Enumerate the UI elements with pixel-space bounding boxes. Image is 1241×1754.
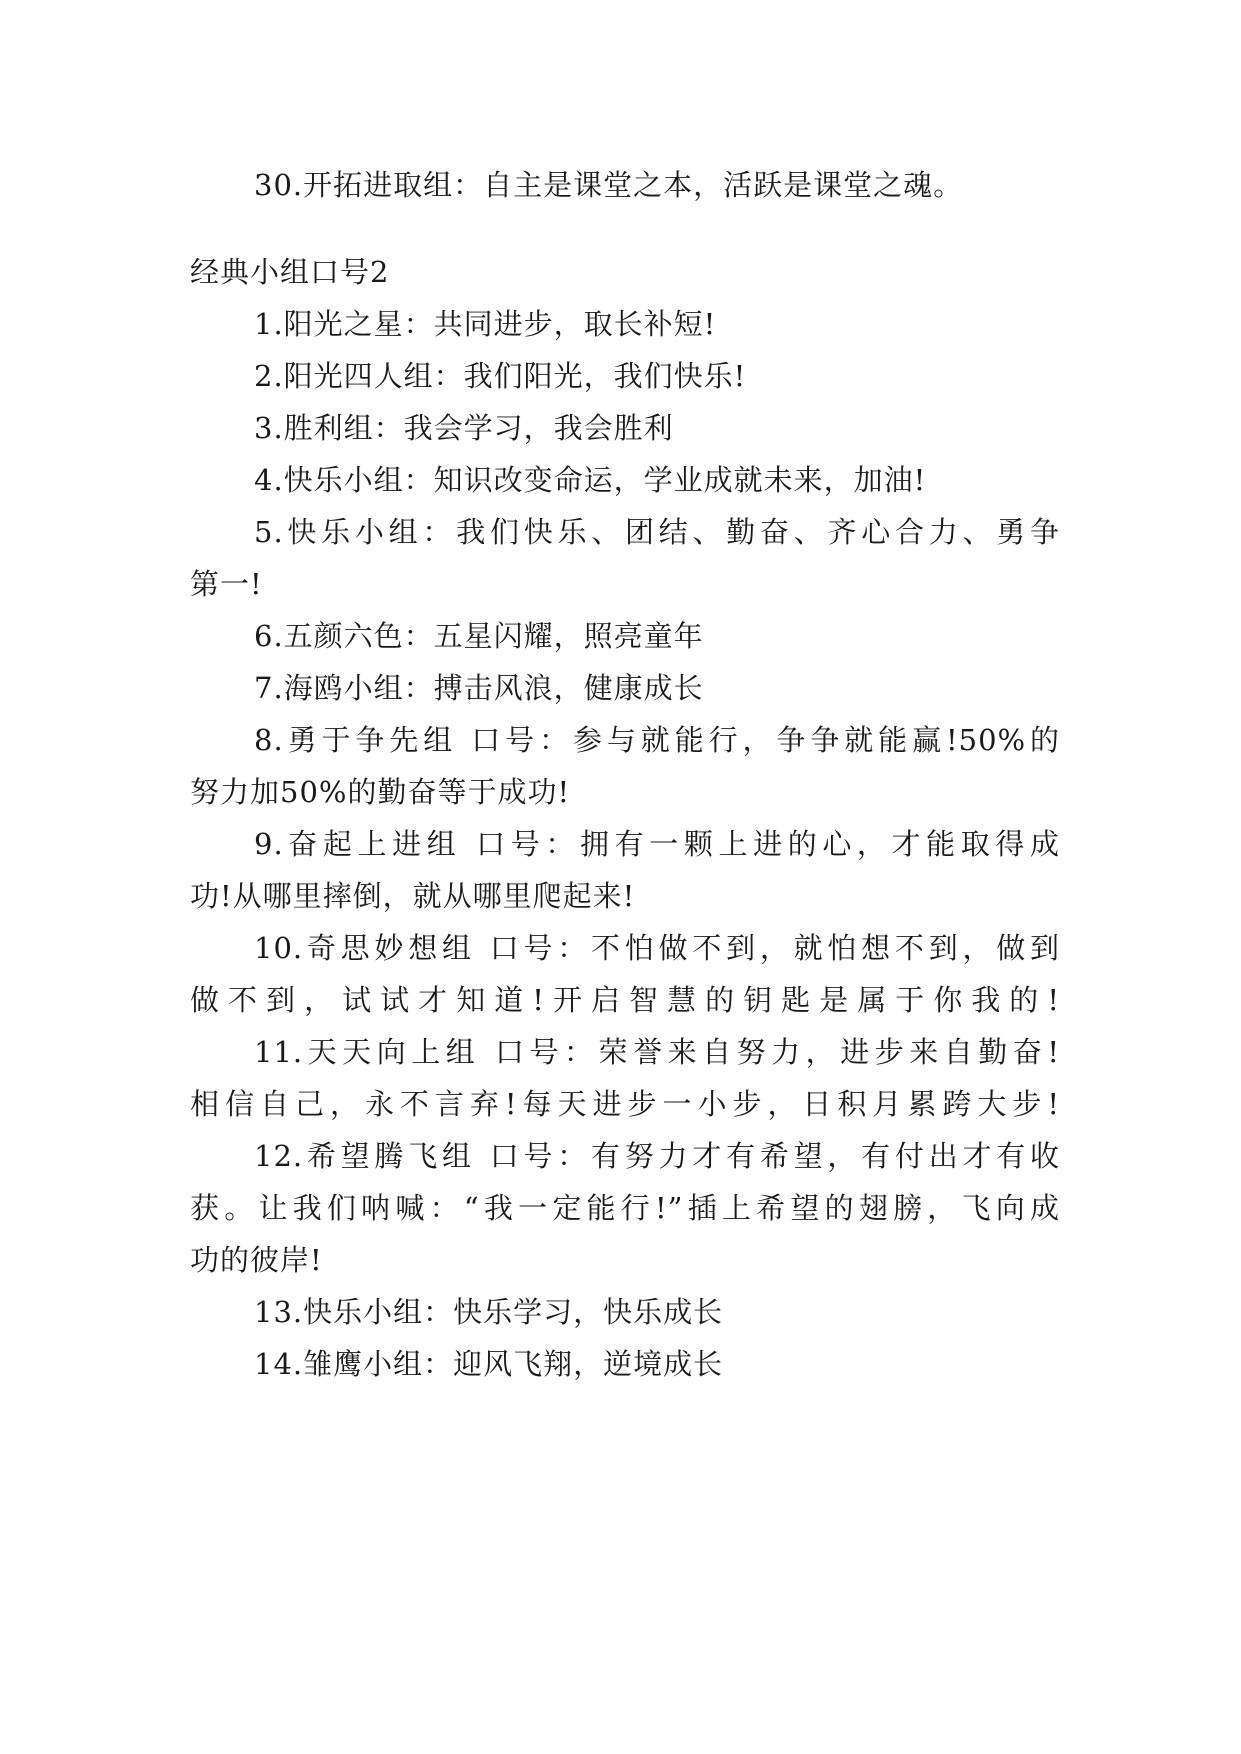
list-item-continuation: 获。让我们呐喊：“我一定能行!”插上希望的翅膀，飞向成 xyxy=(190,1191,1060,1225)
list-item: 14.雏鹰小组：迎风飞翔，逆境成长 xyxy=(254,1347,724,1381)
list-item: 5.快乐小组：我们快乐、团结、勤奋、齐心合力、勇争 xyxy=(254,515,1060,549)
list-item: 30.开拓进取组：自主是课堂之本，活跃是课堂之魂。 xyxy=(254,168,964,202)
list-item: 9.奋起上进组 口号：拥有一颗上进的心，才能取得成 xyxy=(254,827,1060,861)
list-item: 6.五颜六色：五星闪耀，照亮童年 xyxy=(254,619,704,653)
list-item: 13.快乐小组：快乐学习，快乐成长 xyxy=(254,1295,724,1329)
list-item-continuation: 做不到，试试才知道!开启智慧的钥匙是属于你我的! xyxy=(190,983,1060,1017)
list-item-continuation: 努力加50%的勤奋等于成功! xyxy=(190,775,571,809)
list-item: 8.勇于争先组 口号：参与就能行，争争就能赢!50%的 xyxy=(254,723,1060,757)
list-item: 4.快乐小组：知识改变命运，学业成就未来，加油! xyxy=(254,463,927,497)
list-item-continuation: 相信自己，永不言弃!每天进步一小步，日积月累跨大步! xyxy=(190,1087,1060,1121)
list-item-continuation: 功!从哪里摔倒，就从哪里爬起来! xyxy=(190,879,636,913)
list-item: 11.天天向上组 口号：荣誉来自努力，进步来自勤奋! xyxy=(254,1035,1060,1069)
list-item-continuation: 第一! xyxy=(190,567,263,601)
section-heading: 经典小组口号2 xyxy=(190,255,390,289)
list-item: 12.希望腾飞组 口号：有努力才有希望，有付出才有收 xyxy=(254,1139,1060,1173)
list-item: 2.阳光四人组：我们阳光，我们快乐! xyxy=(254,359,747,393)
list-item: 7.海鸥小组：搏击风浪，健康成长 xyxy=(254,671,704,705)
list-item: 3.胜利组：我会学习，我会胜利 xyxy=(254,411,674,445)
list-item-continuation: 功的彼岸! xyxy=(190,1243,323,1277)
list-item: 1.阳光之星：共同进步，取长补短! xyxy=(254,307,717,341)
list-item: 10.奇思妙想组 口号：不怕做不到，就怕想不到，做到 xyxy=(254,931,1060,965)
